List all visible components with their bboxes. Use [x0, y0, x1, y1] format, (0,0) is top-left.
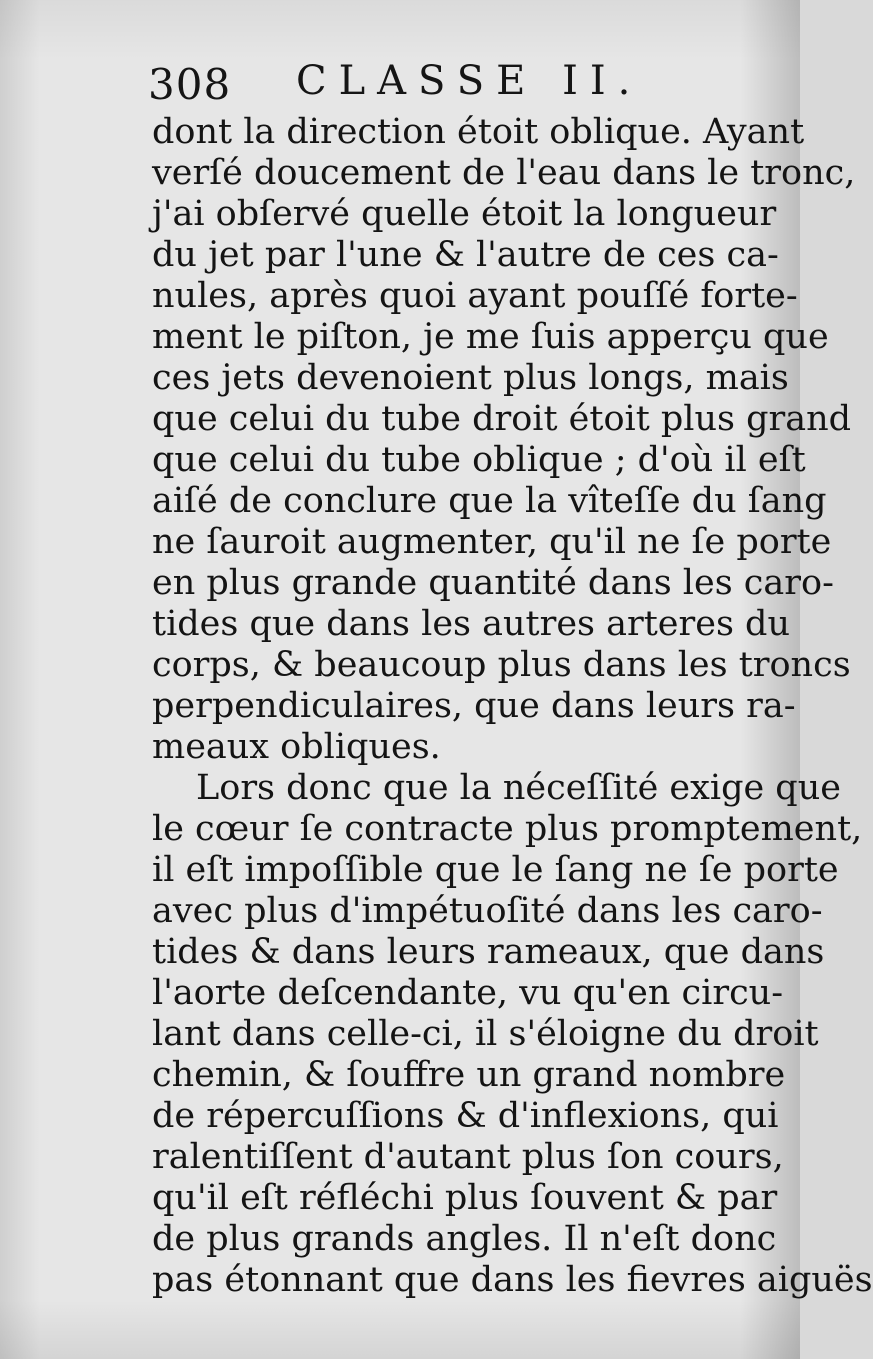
text-line: perpendiculaires, que dans leurs ra- [152, 686, 796, 726]
text-line: verſé doucement de l'eau dans le tronc, [152, 153, 856, 193]
text-line: corps, & beaucoup plus dans les troncs [152, 645, 851, 685]
text-line: le cœur ſe contracte plus promptement, [152, 809, 863, 849]
running-head [148, 50, 768, 110]
text-line: ces jets devenoient plus longs, mais [152, 358, 789, 398]
text-line: ment le piſton, je me ſuis apperçu que [152, 317, 829, 357]
text-line: Lors donc que la néceſſité exige que [196, 768, 841, 808]
text-line: que celui du tube droit étoit plus grand [152, 399, 852, 439]
text-line: tides & dans leurs rameaux, que dans [152, 932, 825, 972]
text-line: de répercuſſions & d'inflexions, qui [152, 1096, 779, 1136]
text-line: du jet par l'une & l'autre de ces ca- [152, 235, 779, 275]
text-line: avec plus d'impétuoſité dans les caro- [152, 891, 823, 931]
text-line: en plus grande quantité dans les caro- [152, 563, 834, 603]
text-line: tides que dans les autres arteres du [152, 604, 790, 644]
text-line: de plus grands angles. Il n'eſt donc [152, 1219, 777, 1259]
text-line: pas étonnant que dans les fievres aiguës [152, 1260, 873, 1300]
text-line: chemin, & ſouffre un grand nombre [152, 1055, 786, 1095]
text-line: meaux obliques. [152, 727, 441, 767]
text-line: ralentiſſent d'autant plus ſon cours, [152, 1137, 784, 1177]
text-line: aiſé de conclure que la vîteſſe du ſang [152, 481, 827, 521]
body-text [152, 112, 873, 1301]
section-title: CLASSE II. [296, 58, 643, 104]
text-line: l'aorte deſcendante, vu qu'en circu- [152, 973, 784, 1013]
text-line: qu'il eſt réfléchi plus ſouvent & par [152, 1178, 778, 1218]
text-line: il eſt impoſſible que le ſang ne ſe porte [152, 850, 839, 890]
page-number: 308 [148, 60, 232, 109]
text-line: nules, après quoi ayant pouſſé forte- [152, 276, 798, 316]
text-line: ne ſauroit augmenter, qu'il ne ſe porte [152, 522, 832, 562]
text-line: lant dans celle-ci, il s'éloigne du droit [152, 1014, 819, 1054]
text-line: dont la direction étoit oblique. Ayant [152, 112, 805, 152]
text-line: que celui du tube oblique ; d'où il eſt [152, 440, 806, 480]
text-line: j'ai obſervé quelle étoit la longueur [152, 194, 777, 234]
